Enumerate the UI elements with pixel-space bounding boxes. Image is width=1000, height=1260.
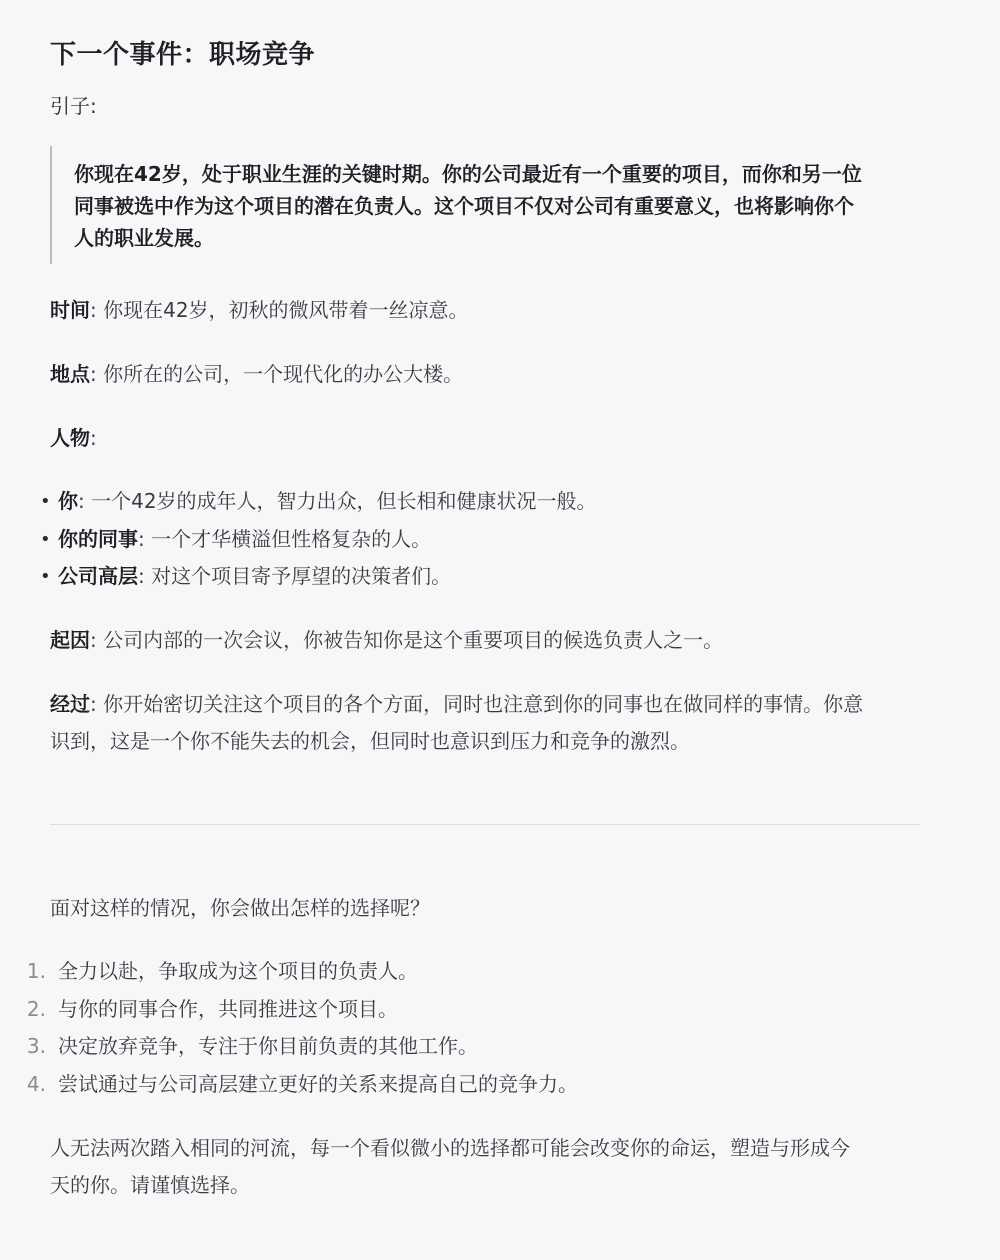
time-text: : 你现在42岁，初秋的微风带着一丝凉意。: [90, 298, 469, 322]
person-desc: : 一个42岁的成年人，智力出众，但长相和健康状况一般。: [78, 489, 597, 513]
cause-text: : 公司内部的一次会议，你被告知你是这个重要项目的候选负责人之一。: [90, 628, 724, 652]
choice-text: 全力以赴，争取成为这个项目的负责人。: [58, 959, 418, 983]
process-paragraph: [50, 686, 863, 760]
choice-question: 面对这样的情况，你会做出怎样的选择呢？: [50, 896, 430, 920]
people-label: 人物: [50, 426, 90, 450]
person-name: 你的同事: [58, 526, 138, 551]
person-name: 公司高层: [58, 564, 138, 588]
list-item: [40, 521, 597, 559]
cause-paragraph: [50, 622, 723, 659]
person-desc: : 一个才华横溢但性格复杂的人。: [138, 526, 432, 551]
process-text-line1: : 你开始密切关注这个项目的各个方面，同时也注意到你的同事也在做同样的事情。你意: [90, 692, 864, 716]
time-label: 时间: [50, 298, 90, 322]
place-label: 地点: [50, 362, 90, 386]
choice-number: 4.: [26, 1071, 46, 1096]
intro-quote: [50, 146, 912, 264]
choice-item[interactable]: [20, 1066, 578, 1104]
cause-label: 起因: [50, 628, 90, 652]
place-text: : 你所在的公司，一个现代化的办公大楼。: [90, 362, 464, 386]
people-list: [40, 483, 597, 596]
person-desc: : 对这个项目寄予厚望的决策者们。: [138, 564, 452, 588]
choice-item[interactable]: [20, 1028, 578, 1066]
divider: [50, 824, 920, 825]
process-text-line2: 识到，这是一个你不能失去的机会，但同时也意识到压力和竞争的激烈。: [50, 729, 690, 753]
choice-number: 1.: [26, 959, 46, 983]
time-paragraph: [50, 292, 469, 329]
bullet: •: [40, 528, 51, 550]
people-heading: [50, 420, 97, 457]
choice-text: 决定放弃竞争，专注于你目前负责的其他工作。: [58, 1034, 478, 1058]
intro-quote-line: 人的职业发展。: [74, 226, 214, 250]
closing-paragraph: [50, 1130, 850, 1204]
intro-quote-line: 你现在42岁，处于职业生涯的关键时期。你的公司最近有一个重要的项目，而你和另一位: [74, 162, 862, 186]
people-suffix: :: [90, 426, 97, 450]
place-paragraph: [50, 356, 463, 393]
closing-line1: 人无法两次踏入相同的河流，每一个看似微小的选择都可能会改变你的命运，塑造与形成今: [50, 1136, 850, 1160]
event-title: 下一个事件：职场竞争: [50, 40, 316, 70]
list-item: [40, 483, 597, 521]
choice-number: 2.: [26, 996, 46, 1021]
choice-item[interactable]: [20, 991, 578, 1029]
choice-item[interactable]: [20, 953, 578, 991]
bullet: •: [40, 566, 51, 587]
intro-quote-line: 同事被选中作为这个项目的潜在负责人。这个项目不仅对公司有重要意义，也将影响你个: [74, 194, 854, 218]
person-name: 你: [58, 489, 78, 513]
choices-list: [20, 953, 578, 1103]
list-item: [40, 558, 597, 596]
choice-text: 与你的同事合作，共同推进这个项目。: [58, 996, 398, 1021]
intro-label: 引子:: [50, 94, 97, 118]
process-label: 经过: [50, 692, 90, 716]
choice-text: 尝试通过与公司高层建立更好的关系来提高自己的竞争力。: [58, 1071, 578, 1096]
bullet: •: [40, 491, 51, 512]
closing-line2: 天的你。请谨慎选择。: [50, 1173, 250, 1197]
choice-number: 3.: [26, 1034, 46, 1058]
